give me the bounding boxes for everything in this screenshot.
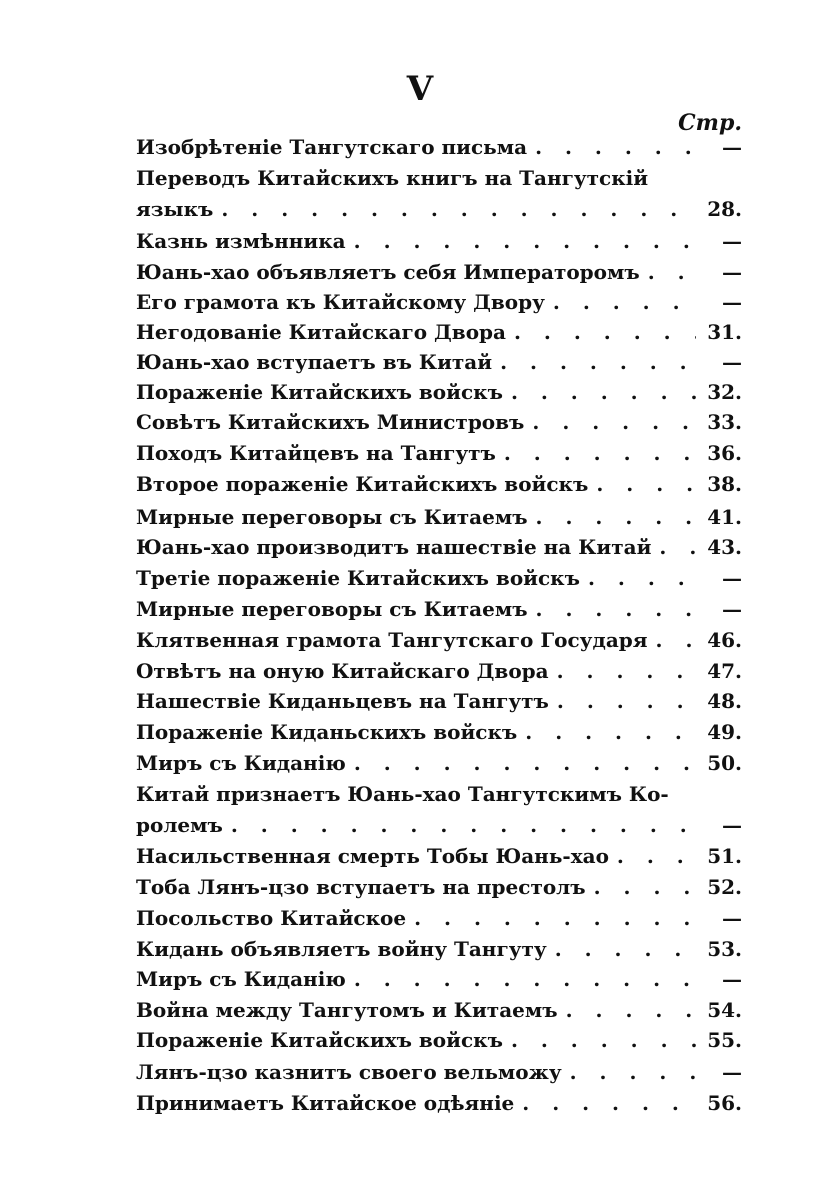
dot-leader [221, 194, 696, 224]
toc-entry [136, 594, 742, 624]
dot-leader [570, 1057, 696, 1087]
toc-entry-page: 43. [707, 535, 742, 559]
toc-entry-page: 41. [707, 505, 742, 529]
toc-entry-page: — [722, 229, 742, 253]
toc-entry [136, 1025, 742, 1055]
dot-leader [504, 438, 696, 468]
dot-leader [354, 226, 696, 256]
toc-entry-page: 46. [707, 628, 742, 652]
toc-entry [136, 748, 742, 778]
toc-entry-title: Совѣтъ Китайскихъ Министровъ [136, 410, 525, 434]
toc-entry [136, 257, 742, 287]
toc-entry-page: 47. [707, 659, 742, 683]
toc-entry [136, 226, 742, 256]
dot-leader [354, 964, 696, 994]
toc-entry-title: Пораженіе Киданьскихъ войскъ [136, 720, 518, 744]
page-number: V [406, 69, 434, 109]
toc-entry [136, 656, 742, 686]
toc-entry-page: 49. [707, 720, 742, 744]
toc-entry-title: Его грамота къ Китайскому Двору [136, 290, 545, 314]
dot-leader [532, 407, 696, 437]
toc-entry-page: 55. [707, 1028, 742, 1052]
toc-entry [136, 995, 742, 1025]
toc-entry [136, 132, 742, 162]
toc-entry-title: Второе пораженіе Китайскихъ войскъ [136, 472, 589, 496]
dot-leader [596, 469, 696, 499]
toc-entry-page: — [722, 260, 742, 284]
dot-leader [594, 872, 696, 902]
toc-entry-title: Юань-хао вступаетъ въ Китай [136, 350, 493, 374]
toc-entry-page: 36. [707, 441, 742, 465]
toc-entry-page: 50. [707, 751, 742, 775]
toc-entry [136, 810, 742, 840]
toc-entry [136, 686, 742, 716]
toc-entry-page: 32. [707, 380, 742, 404]
dot-leader [535, 132, 696, 162]
toc-entry [136, 347, 742, 377]
toc-entry [136, 841, 742, 871]
toc-entry-title: Принимаетъ Китайское одѣяніе [136, 1091, 515, 1115]
dot-leader [511, 377, 696, 407]
toc-entry [136, 779, 742, 809]
toc-entry-title: Переводъ Китайскихъ книгъ на Тангутскій [136, 166, 649, 190]
toc-entry-page: — [722, 597, 742, 621]
toc-entry-title: Третіе пораженіе Китайскихъ войскъ [136, 566, 580, 590]
dot-leader [588, 563, 696, 593]
toc-entry-page: 53. [707, 937, 742, 961]
toc-entry-title: Изобрѣтеніе Тангутскаго письма [136, 135, 528, 159]
toc-entry [136, 1088, 742, 1118]
toc-entry-page: 56. [707, 1091, 742, 1115]
dot-leader [231, 810, 696, 840]
toc-entry [136, 934, 742, 964]
toc-entry [136, 163, 742, 193]
toc-entry-title: Насильственная смерть Тобы Юань-хао [136, 844, 609, 868]
toc-entry-title: ролемъ [136, 813, 223, 837]
dot-leader [553, 287, 696, 317]
toc-entry-page: 48. [707, 689, 742, 713]
toc-entry-title: Война между Тангутомъ и Китаемъ [136, 998, 558, 1022]
toc-entry-page: — [722, 135, 742, 159]
toc-entry-title: Отвѣтъ на оную Китайскаго Двора [136, 659, 549, 683]
toc-entry-page: 33. [707, 410, 742, 434]
toc-entry [136, 717, 742, 747]
toc-entry [136, 872, 742, 902]
dot-leader [525, 717, 696, 747]
dot-leader [566, 995, 696, 1025]
toc-entry-title: Пораженіе Китайскихъ войскъ [136, 380, 503, 404]
toc-entry-page: 28. [707, 197, 742, 221]
toc-entry [136, 317, 742, 347]
toc-entry [136, 964, 742, 994]
toc-entry-title: Клятвенная грамота Тангутскаго Государя [136, 628, 648, 652]
toc-entry-page: — [722, 906, 742, 930]
toc-entry-title: Кидань объявляетъ войну Тангуту [136, 937, 547, 961]
toc-entry-title: Пораженіе Китайскихъ войскъ [136, 1028, 503, 1052]
dot-leader [536, 594, 696, 624]
dot-leader [514, 317, 696, 347]
toc-entry-title: Негодованіе Китайскаго Двора [136, 320, 506, 344]
toc-entry [136, 438, 742, 468]
toc-entry-title: Нашествіе Киданьцевъ на Тангутъ [136, 689, 549, 713]
toc-entry-title: Юань-хао объявляетъ себя Императоромъ [136, 260, 640, 284]
toc-entry-title: Китай признаетъ Юань-хао Тангутскимъ Ко- [136, 782, 669, 806]
toc-entry [136, 469, 742, 499]
toc-entry-page: 38. [707, 472, 742, 496]
toc-entry [136, 377, 742, 407]
toc-entry-page: — [722, 290, 742, 314]
toc-entry [136, 625, 742, 655]
dot-leader [511, 1025, 696, 1055]
toc-entry [136, 502, 742, 532]
toc-entry [136, 407, 742, 437]
toc-entry-page: — [722, 566, 742, 590]
toc-entry [136, 194, 742, 224]
toc-entry-title: Мирные переговоры съ Китаемъ [136, 597, 528, 621]
toc-entry [136, 563, 742, 593]
toc-entry-page: 52. [707, 875, 742, 899]
dot-leader [656, 625, 696, 655]
toc-entry-page: — [722, 813, 742, 837]
toc-entry-page: 31. [707, 320, 742, 344]
toc-entry-page: 54. [707, 998, 742, 1022]
toc-entry-page: — [722, 1060, 742, 1084]
toc-entry-title: Посольство Китайское [136, 906, 407, 930]
dot-leader [557, 686, 696, 716]
dot-leader [555, 934, 696, 964]
dot-leader [617, 841, 696, 871]
toc-entry [136, 903, 742, 933]
toc-entry-title: Тоба Лянъ-цзо вступаетъ на престолъ [136, 875, 586, 899]
dot-leader [536, 502, 696, 532]
dot-leader [354, 748, 696, 778]
page-column-header: Стр. [678, 110, 742, 136]
toc-entry [136, 1057, 742, 1087]
dot-leader [648, 257, 696, 287]
dot-leader [522, 1088, 696, 1118]
toc-entry-title: Юань-хао производитъ нашествіе на Китай [136, 535, 652, 559]
toc-entry-page: 51. [707, 844, 742, 868]
toc-entry-title: Казнь измѣнника [136, 229, 346, 253]
toc-entry-page: — [722, 350, 742, 374]
dot-leader [659, 532, 696, 562]
toc-entry [136, 287, 742, 317]
toc-entry-title: Походъ Китайцевъ на Тангутъ [136, 441, 496, 465]
dot-leader [557, 656, 696, 686]
dot-leader [414, 903, 696, 933]
toc-entry [136, 532, 742, 562]
toc-entry-title: Миръ съ Киданію [136, 967, 346, 991]
toc-entry-title: Мирные переговоры съ Китаемъ [136, 505, 528, 529]
toc-entry-title: Лянъ-цзо казнитъ своего вельможу [136, 1060, 562, 1084]
toc-entry-title: языкъ [136, 197, 214, 221]
toc-entry-page: — [722, 967, 742, 991]
dot-leader [500, 347, 696, 377]
toc-entry-title: Миръ съ Киданію [136, 751, 346, 775]
